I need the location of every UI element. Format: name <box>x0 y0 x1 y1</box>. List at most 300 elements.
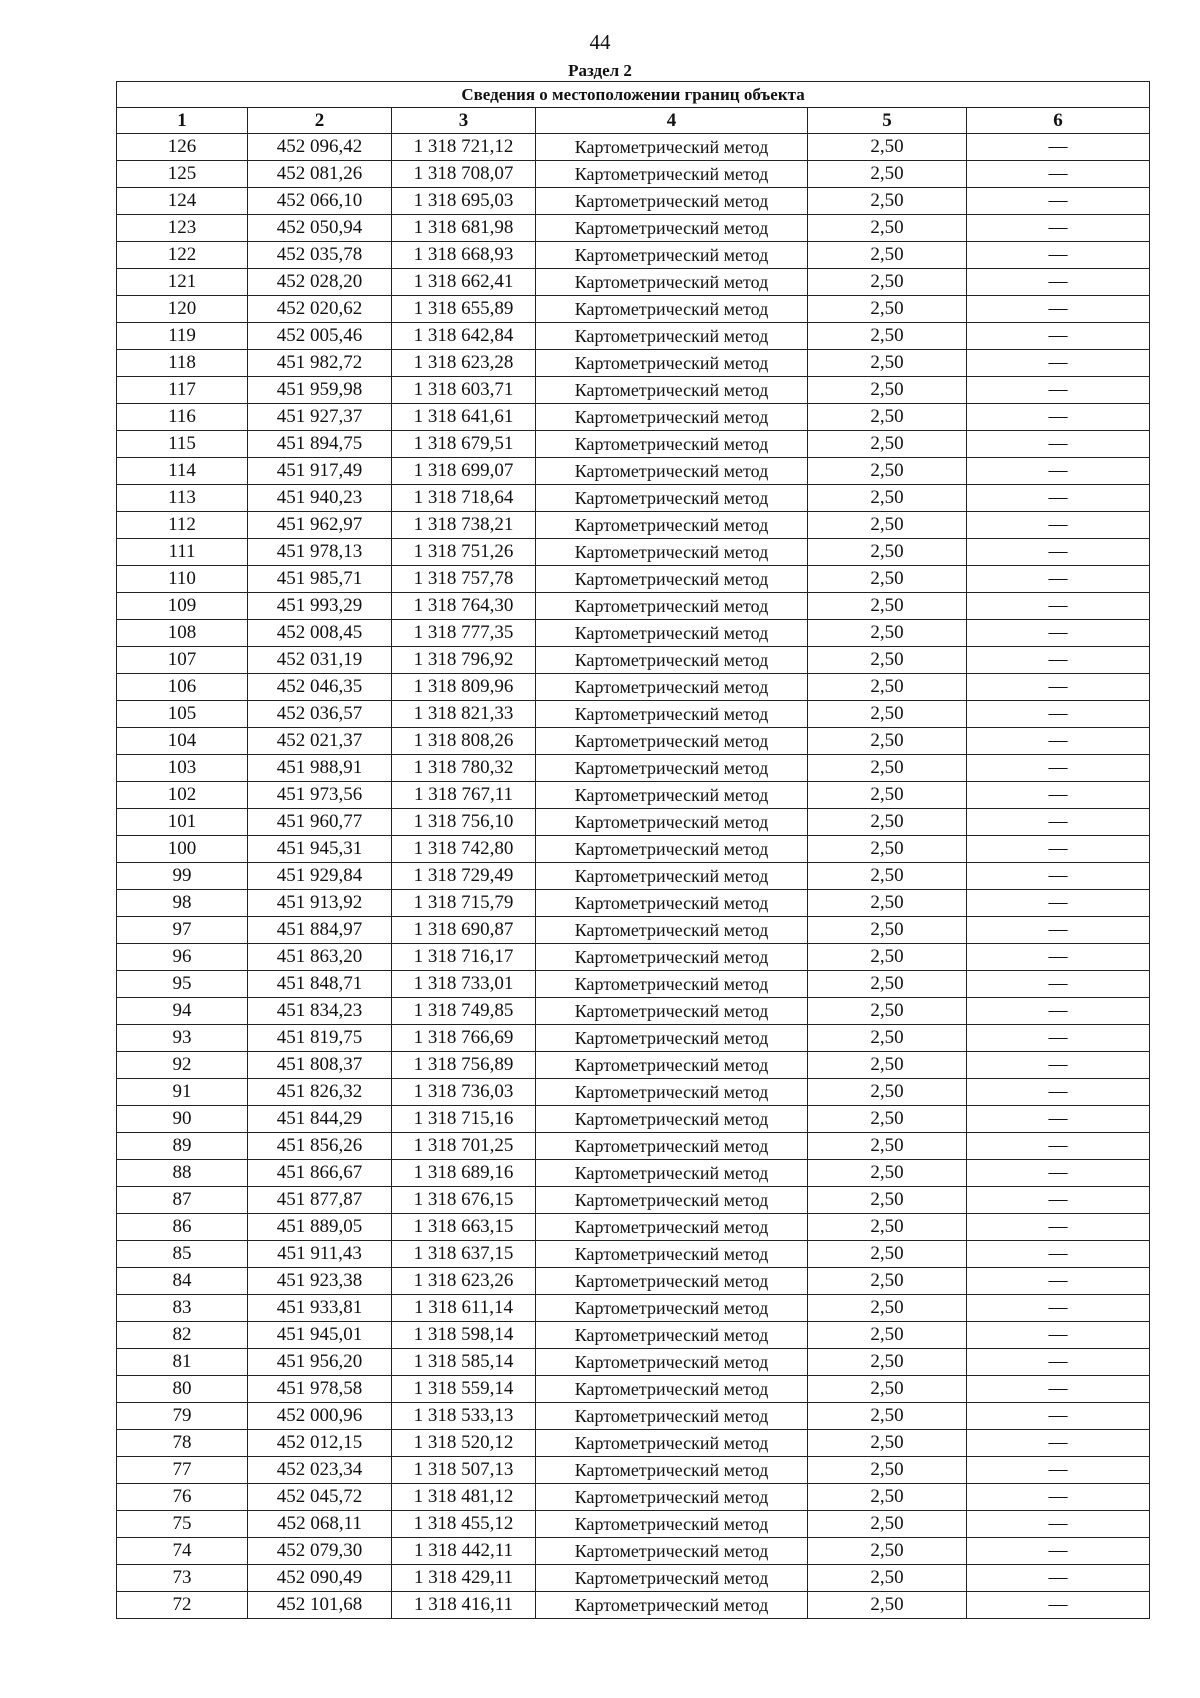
point-number-cell: 107 <box>117 647 248 674</box>
x-coordinate-cell: 451 933,81 <box>248 1295 392 1322</box>
table-row <box>117 809 1150 836</box>
table-row <box>117 458 1150 485</box>
table-row <box>117 1403 1150 1430</box>
table-row <box>117 593 1150 620</box>
note-cell: — <box>967 1592 1150 1619</box>
column-number-2: 2 <box>248 108 392 134</box>
point-number-cell: 85 <box>117 1241 248 1268</box>
accuracy-cell: 2,50 <box>808 1187 967 1214</box>
y-coordinate-cell: 1 318 736,03 <box>392 1079 536 1106</box>
note-cell: — <box>967 539 1150 566</box>
point-number-cell: 76 <box>117 1484 248 1511</box>
accuracy-cell: 2,50 <box>808 782 967 809</box>
y-coordinate-cell: 1 318 695,03 <box>392 188 536 215</box>
note-cell: — <box>967 188 1150 215</box>
y-coordinate-cell: 1 318 668,93 <box>392 242 536 269</box>
table-row <box>117 1106 1150 1133</box>
point-number-cell: 81 <box>117 1349 248 1376</box>
table-row <box>117 1322 1150 1349</box>
column-number-4: 4 <box>536 108 808 134</box>
x-coordinate-cell: 452 081,26 <box>248 161 392 188</box>
x-coordinate-cell: 452 045,72 <box>248 1484 392 1511</box>
y-coordinate-cell: 1 318 796,92 <box>392 647 536 674</box>
point-number-cell: 73 <box>117 1565 248 1592</box>
y-coordinate-cell: 1 318 764,30 <box>392 593 536 620</box>
method-cell: Картометрический метод <box>536 944 808 971</box>
note-cell: — <box>967 971 1150 998</box>
note-cell: — <box>967 1376 1150 1403</box>
method-cell: Картометрический метод <box>536 242 808 269</box>
y-coordinate-cell: 1 318 598,14 <box>392 1322 536 1349</box>
note-cell: — <box>967 1349 1150 1376</box>
accuracy-cell: 2,50 <box>808 1349 967 1376</box>
method-cell: Картометрический метод <box>536 1268 808 1295</box>
y-coordinate-cell: 1 318 721,12 <box>392 134 536 161</box>
note-cell: — <box>967 647 1150 674</box>
y-coordinate-cell: 1 318 642,84 <box>392 323 536 350</box>
method-cell: Картометрический метод <box>536 350 808 377</box>
y-coordinate-cell: 1 318 559,14 <box>392 1376 536 1403</box>
point-number-cell: 93 <box>117 1025 248 1052</box>
note-cell: — <box>967 404 1150 431</box>
method-cell: Картометрический метод <box>536 1430 808 1457</box>
accuracy-cell: 2,50 <box>808 620 967 647</box>
y-coordinate-cell: 1 318 742,80 <box>392 836 536 863</box>
note-cell: — <box>967 458 1150 485</box>
note-cell: — <box>967 836 1150 863</box>
y-coordinate-cell: 1 318 637,15 <box>392 1241 536 1268</box>
x-coordinate-cell: 452 008,45 <box>248 620 392 647</box>
x-coordinate-cell: 451 982,72 <box>248 350 392 377</box>
note-cell: — <box>967 1160 1150 1187</box>
method-cell: Картометрический метод <box>536 1025 808 1052</box>
y-coordinate-cell: 1 318 623,28 <box>392 350 536 377</box>
y-coordinate-cell: 1 318 749,85 <box>392 998 536 1025</box>
y-coordinate-cell: 1 318 715,16 <box>392 1106 536 1133</box>
table-body <box>117 134 1150 1619</box>
accuracy-cell: 2,50 <box>808 566 967 593</box>
y-coordinate-cell: 1 318 689,16 <box>392 1160 536 1187</box>
note-cell: — <box>967 269 1150 296</box>
accuracy-cell: 2,50 <box>808 1538 967 1565</box>
y-coordinate-cell: 1 318 757,78 <box>392 566 536 593</box>
x-coordinate-cell: 451 985,71 <box>248 566 392 593</box>
method-cell: Картометрический метод <box>536 377 808 404</box>
method-cell: Картометрический метод <box>536 215 808 242</box>
y-coordinate-cell: 1 318 429,11 <box>392 1565 536 1592</box>
method-cell: Картометрический метод <box>536 782 808 809</box>
method-cell: Картометрический метод <box>536 1403 808 1430</box>
x-coordinate-cell: 452 050,94 <box>248 215 392 242</box>
column-number-1: 1 <box>117 108 248 134</box>
y-coordinate-cell: 1 318 718,64 <box>392 485 536 512</box>
y-coordinate-cell: 1 318 780,32 <box>392 755 536 782</box>
accuracy-cell: 2,50 <box>808 1106 967 1133</box>
point-number-cell: 123 <box>117 215 248 242</box>
method-cell: Картометрический метод <box>536 404 808 431</box>
x-coordinate-cell: 451 819,75 <box>248 1025 392 1052</box>
accuracy-cell: 2,50 <box>808 944 967 971</box>
x-coordinate-cell: 451 956,20 <box>248 1349 392 1376</box>
y-coordinate-cell: 1 318 690,87 <box>392 917 536 944</box>
x-coordinate-cell: 452 096,42 <box>248 134 392 161</box>
accuracy-cell: 2,50 <box>808 1403 967 1430</box>
point-number-cell: 77 <box>117 1457 248 1484</box>
y-coordinate-cell: 1 318 663,15 <box>392 1214 536 1241</box>
x-coordinate-cell: 451 927,37 <box>248 404 392 431</box>
y-coordinate-cell: 1 318 520,12 <box>392 1430 536 1457</box>
note-cell: — <box>967 998 1150 1025</box>
table-row <box>117 188 1150 215</box>
x-coordinate-cell: 451 913,92 <box>248 890 392 917</box>
accuracy-cell: 2,50 <box>808 593 967 620</box>
point-number-cell: 99 <box>117 863 248 890</box>
note-cell: — <box>967 890 1150 917</box>
x-coordinate-cell: 451 959,98 <box>248 377 392 404</box>
table-row <box>117 512 1150 539</box>
table-row <box>117 1565 1150 1592</box>
y-coordinate-cell: 1 318 733,01 <box>392 971 536 998</box>
x-coordinate-cell: 451 808,37 <box>248 1052 392 1079</box>
note-cell: — <box>967 809 1150 836</box>
x-coordinate-cell: 452 036,57 <box>248 701 392 728</box>
y-coordinate-cell: 1 318 821,33 <box>392 701 536 728</box>
method-cell: Картометрический метод <box>536 566 808 593</box>
accuracy-cell: 2,50 <box>808 917 967 944</box>
point-number-cell: 122 <box>117 242 248 269</box>
accuracy-cell: 2,50 <box>808 539 967 566</box>
method-cell: Картометрический метод <box>536 323 808 350</box>
note-cell: — <box>967 1538 1150 1565</box>
table-row <box>117 539 1150 566</box>
note-cell: — <box>967 782 1150 809</box>
x-coordinate-cell: 451 877,87 <box>248 1187 392 1214</box>
point-number-cell: 113 <box>117 485 248 512</box>
y-coordinate-cell: 1 318 679,51 <box>392 431 536 458</box>
accuracy-cell: 2,50 <box>808 1160 967 1187</box>
note-cell: — <box>967 350 1150 377</box>
accuracy-cell: 2,50 <box>808 485 967 512</box>
accuracy-cell: 2,50 <box>808 323 967 350</box>
x-coordinate-cell: 451 960,77 <box>248 809 392 836</box>
method-cell: Картометрический метод <box>536 836 808 863</box>
y-coordinate-cell: 1 318 756,10 <box>392 809 536 836</box>
method-cell: Картометрический метод <box>536 1079 808 1106</box>
accuracy-cell: 2,50 <box>808 647 967 674</box>
method-cell: Картометрический метод <box>536 512 808 539</box>
method-cell: Картометрический метод <box>536 1295 808 1322</box>
accuracy-cell: 2,50 <box>808 1592 967 1619</box>
y-coordinate-cell: 1 318 756,89 <box>392 1052 536 1079</box>
x-coordinate-cell: 452 021,37 <box>248 728 392 755</box>
point-number-cell: 108 <box>117 620 248 647</box>
x-coordinate-cell: 452 012,15 <box>248 1430 392 1457</box>
table-row <box>117 1214 1150 1241</box>
table-row <box>117 1241 1150 1268</box>
y-coordinate-cell: 1 318 708,07 <box>392 161 536 188</box>
x-coordinate-cell: 451 894,75 <box>248 431 392 458</box>
y-coordinate-cell: 1 318 676,15 <box>392 1187 536 1214</box>
boundary-coordinates-table <box>116 81 1150 1619</box>
note-cell: — <box>967 512 1150 539</box>
x-coordinate-cell: 451 856,26 <box>248 1133 392 1160</box>
point-number-cell: 86 <box>117 1214 248 1241</box>
method-cell: Картометрический метод <box>536 1052 808 1079</box>
point-number-cell: 89 <box>117 1133 248 1160</box>
x-coordinate-cell: 451 988,91 <box>248 755 392 782</box>
point-number-cell: 79 <box>117 1403 248 1430</box>
accuracy-cell: 2,50 <box>808 755 967 782</box>
x-coordinate-cell: 452 046,35 <box>248 674 392 701</box>
x-coordinate-cell: 452 066,10 <box>248 188 392 215</box>
method-cell: Картометрический метод <box>536 701 808 728</box>
point-number-cell: 98 <box>117 890 248 917</box>
method-cell: Картометрический метод <box>536 1322 808 1349</box>
point-number-cell: 95 <box>117 971 248 998</box>
point-number-cell: 124 <box>117 188 248 215</box>
note-cell: — <box>967 593 1150 620</box>
table-row <box>117 323 1150 350</box>
x-coordinate-cell: 452 079,30 <box>248 1538 392 1565</box>
x-coordinate-cell: 451 866,67 <box>248 1160 392 1187</box>
point-number-cell: 119 <box>117 323 248 350</box>
point-number-cell: 116 <box>117 404 248 431</box>
point-number-cell: 101 <box>117 809 248 836</box>
point-number-cell: 105 <box>117 701 248 728</box>
note-cell: — <box>967 620 1150 647</box>
note-cell: — <box>967 485 1150 512</box>
point-number-cell: 82 <box>117 1322 248 1349</box>
table-row <box>117 917 1150 944</box>
x-coordinate-cell: 451 911,43 <box>248 1241 392 1268</box>
x-coordinate-cell: 452 000,96 <box>248 1403 392 1430</box>
point-number-cell: 112 <box>117 512 248 539</box>
x-coordinate-cell: 452 035,78 <box>248 242 392 269</box>
table-row <box>117 215 1150 242</box>
note-cell: — <box>967 917 1150 944</box>
x-coordinate-cell: 452 090,49 <box>248 1565 392 1592</box>
method-cell: Картометрический метод <box>536 1484 808 1511</box>
note-cell: — <box>967 1025 1150 1052</box>
y-coordinate-cell: 1 318 808,26 <box>392 728 536 755</box>
accuracy-cell: 2,50 <box>808 1241 967 1268</box>
note-cell: — <box>967 1295 1150 1322</box>
table-row <box>117 566 1150 593</box>
accuracy-cell: 2,50 <box>808 1376 967 1403</box>
point-number-cell: 91 <box>117 1079 248 1106</box>
point-number-cell: 125 <box>117 161 248 188</box>
point-number-cell: 115 <box>117 431 248 458</box>
method-cell: Картометрический метод <box>536 1187 808 1214</box>
table-row <box>117 944 1150 971</box>
x-coordinate-cell: 451 945,31 <box>248 836 392 863</box>
table-row <box>117 1484 1150 1511</box>
x-coordinate-cell: 452 020,62 <box>248 296 392 323</box>
method-cell: Картометрический метод <box>536 971 808 998</box>
x-coordinate-cell: 451 889,05 <box>248 1214 392 1241</box>
point-number-cell: 109 <box>117 593 248 620</box>
x-coordinate-cell: 451 884,97 <box>248 917 392 944</box>
y-coordinate-cell: 1 318 766,69 <box>392 1025 536 1052</box>
table-row <box>117 998 1150 1025</box>
note-cell: — <box>967 728 1150 755</box>
method-cell: Картометрический метод <box>536 998 808 1025</box>
table-row <box>117 404 1150 431</box>
table-row <box>117 431 1150 458</box>
note-cell: — <box>967 1187 1150 1214</box>
y-coordinate-cell: 1 318 455,12 <box>392 1511 536 1538</box>
x-coordinate-cell: 452 028,20 <box>248 269 392 296</box>
point-number-cell: 78 <box>117 1430 248 1457</box>
note-cell: — <box>967 161 1150 188</box>
y-coordinate-cell: 1 318 699,07 <box>392 458 536 485</box>
point-number-cell: 84 <box>117 1268 248 1295</box>
x-coordinate-cell: 451 993,29 <box>248 593 392 620</box>
y-coordinate-cell: 1 318 507,13 <box>392 1457 536 1484</box>
point-number-cell: 114 <box>117 458 248 485</box>
x-coordinate-cell: 451 863,20 <box>248 944 392 971</box>
accuracy-cell: 2,50 <box>808 1322 967 1349</box>
point-number-cell: 121 <box>117 269 248 296</box>
table-row <box>117 971 1150 998</box>
page-number: 44 <box>589 30 611 54</box>
note-cell: — <box>967 1565 1150 1592</box>
point-number-cell: 104 <box>117 728 248 755</box>
method-cell: Картометрический метод <box>536 728 808 755</box>
table-row <box>117 782 1150 809</box>
accuracy-cell: 2,50 <box>808 458 967 485</box>
x-coordinate-cell: 451 848,71 <box>248 971 392 998</box>
y-coordinate-cell: 1 318 533,13 <box>392 1403 536 1430</box>
y-coordinate-cell: 1 318 729,49 <box>392 863 536 890</box>
accuracy-cell: 2,50 <box>808 242 967 269</box>
method-cell: Картометрический метод <box>536 755 808 782</box>
x-coordinate-cell: 452 031,19 <box>248 647 392 674</box>
x-coordinate-cell: 451 917,49 <box>248 458 392 485</box>
x-coordinate-cell: 452 101,68 <box>248 1592 392 1619</box>
table-row <box>117 377 1150 404</box>
x-coordinate-cell: 452 068,11 <box>248 1511 392 1538</box>
section-title: Раздел 2 <box>568 61 632 80</box>
table-row <box>117 674 1150 701</box>
x-coordinate-cell: 451 973,56 <box>248 782 392 809</box>
point-number-cell: 75 <box>117 1511 248 1538</box>
point-number-cell: 90 <box>117 1106 248 1133</box>
table-caption: Сведения о местоположении границ объекта <box>117 82 1150 108</box>
method-cell: Картометрический метод <box>536 539 808 566</box>
x-coordinate-cell: 451 834,23 <box>248 998 392 1025</box>
accuracy-cell: 2,50 <box>808 188 967 215</box>
accuracy-cell: 2,50 <box>808 1025 967 1052</box>
point-number-cell: 110 <box>117 566 248 593</box>
method-cell: Картометрический метод <box>536 134 808 161</box>
accuracy-cell: 2,50 <box>808 350 967 377</box>
accuracy-cell: 2,50 <box>808 998 967 1025</box>
table-row <box>117 350 1150 377</box>
point-number-cell: 102 <box>117 782 248 809</box>
accuracy-cell: 2,50 <box>808 512 967 539</box>
note-cell: — <box>967 566 1150 593</box>
table-row <box>117 1133 1150 1160</box>
table-row <box>117 134 1150 161</box>
point-number-cell: 80 <box>117 1376 248 1403</box>
method-cell: Картометрический метод <box>536 1511 808 1538</box>
table-row <box>117 269 1150 296</box>
note-cell: — <box>967 431 1150 458</box>
accuracy-cell: 2,50 <box>808 1133 967 1160</box>
table-row <box>117 1160 1150 1187</box>
column-number-row <box>117 108 1150 134</box>
accuracy-cell: 2,50 <box>808 377 967 404</box>
column-number-3: 3 <box>392 108 536 134</box>
table-row <box>117 296 1150 323</box>
method-cell: Картометрический метод <box>536 1106 808 1133</box>
accuracy-cell: 2,50 <box>808 1052 967 1079</box>
method-cell: Картометрический метод <box>536 647 808 674</box>
accuracy-cell: 2,50 <box>808 890 967 917</box>
x-coordinate-cell: 451 929,84 <box>248 863 392 890</box>
note-cell: — <box>967 1133 1150 1160</box>
y-coordinate-cell: 1 318 681,98 <box>392 215 536 242</box>
method-cell: Картометрический метод <box>536 1160 808 1187</box>
y-coordinate-cell: 1 318 416,11 <box>392 1592 536 1619</box>
table-row <box>117 1430 1150 1457</box>
note-cell: — <box>967 242 1150 269</box>
accuracy-cell: 2,50 <box>808 296 967 323</box>
x-coordinate-cell: 452 023,34 <box>248 1457 392 1484</box>
y-coordinate-cell: 1 318 585,14 <box>392 1349 536 1376</box>
note-cell: — <box>967 1106 1150 1133</box>
y-coordinate-cell: 1 318 641,61 <box>392 404 536 431</box>
table-row <box>117 1538 1150 1565</box>
method-cell: Картометрический метод <box>536 1349 808 1376</box>
accuracy-cell: 2,50 <box>808 1214 967 1241</box>
note-cell: — <box>967 1241 1150 1268</box>
table-row <box>117 1295 1150 1322</box>
table-row <box>117 1349 1150 1376</box>
method-cell: Картометрический метод <box>536 1565 808 1592</box>
accuracy-cell: 2,50 <box>808 971 967 998</box>
method-cell: Картометрический метод <box>536 296 808 323</box>
point-number-cell: 118 <box>117 350 248 377</box>
table-row <box>117 1052 1150 1079</box>
point-number-cell: 72 <box>117 1592 248 1619</box>
y-coordinate-cell: 1 318 655,89 <box>392 296 536 323</box>
point-number-cell: 96 <box>117 944 248 971</box>
note-cell: — <box>967 1268 1150 1295</box>
accuracy-cell: 2,50 <box>808 404 967 431</box>
table-caption-row <box>117 82 1150 108</box>
accuracy-cell: 2,50 <box>808 1484 967 1511</box>
table-row <box>117 1592 1150 1619</box>
method-cell: Картометрический метод <box>536 1133 808 1160</box>
table-row <box>117 1376 1150 1403</box>
accuracy-cell: 2,50 <box>808 1295 967 1322</box>
method-cell: Картометрический метод <box>536 1376 808 1403</box>
x-coordinate-cell: 451 923,38 <box>248 1268 392 1295</box>
column-number-6: 6 <box>967 108 1150 134</box>
x-coordinate-cell: 451 844,29 <box>248 1106 392 1133</box>
table-row <box>117 1457 1150 1484</box>
method-cell: Картометрический метод <box>536 1214 808 1241</box>
table-row <box>117 728 1150 755</box>
x-coordinate-cell: 451 940,23 <box>248 485 392 512</box>
y-coordinate-cell: 1 318 809,96 <box>392 674 536 701</box>
table-row <box>117 701 1150 728</box>
y-coordinate-cell: 1 318 751,26 <box>392 539 536 566</box>
method-cell: Картометрический метод <box>536 431 808 458</box>
point-number-cell: 88 <box>117 1160 248 1187</box>
